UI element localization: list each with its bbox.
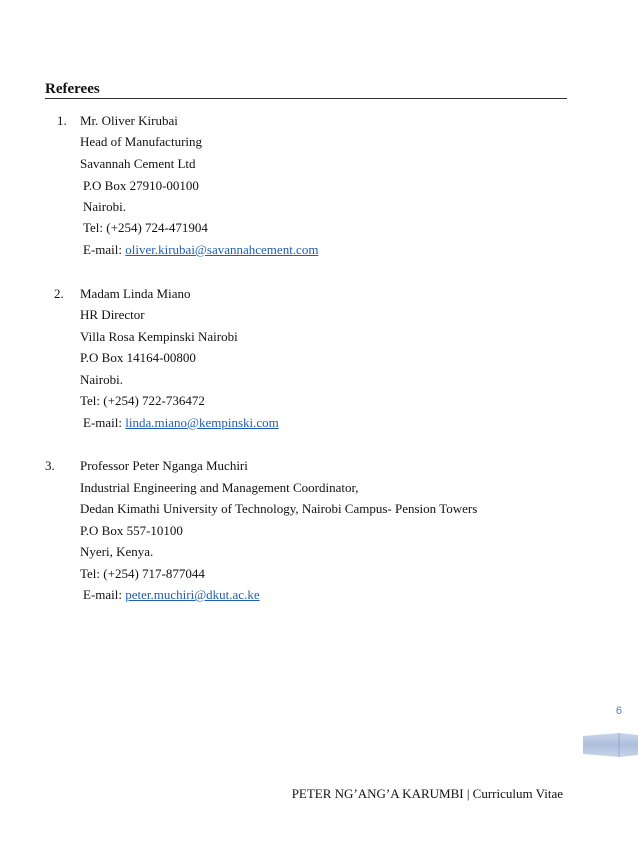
referee-email-line	[83, 415, 279, 431]
referee-email-line	[83, 587, 260, 603]
referee-po-box: P.O Box 14164-00800	[80, 350, 196, 365]
referee-position: HR Director	[80, 307, 145, 322]
email-label: E-mail:	[83, 242, 126, 257]
footer-text: PETER NG’ANG’A KARUMBI | Curriculum Vitae	[291, 786, 563, 801]
referee-number: 1.	[57, 113, 67, 128]
referee-organization: Villa Rosa Kempinski Nairobi	[80, 329, 238, 344]
referee-position: Head of Manufacturing	[80, 134, 203, 149]
referee-name: Madam Linda Miano	[80, 286, 191, 301]
referee-name: Mr. Oliver Kirubai	[80, 113, 178, 128]
referee-city: Nyeri, Kenya.	[80, 544, 154, 559]
referee-number: 3.	[45, 458, 55, 473]
referee-po-box: P.O Box 27910-00100	[83, 178, 199, 193]
referee-number: 2.	[54, 286, 64, 301]
section-title: Referees	[45, 81, 100, 97]
referee-position: Industrial Engineering and Management Coordinator,	[80, 480, 359, 495]
referee-city: Nairobi.	[83, 199, 126, 214]
referee-tel: Tel: (+254) 722-736472	[80, 393, 205, 408]
referee-organization: Dedan Kimathi University of Technology, Nairobi Campus- Pension Towers	[80, 501, 478, 516]
referee-email-line	[83, 242, 318, 258]
referee-tel: Tel: (+254) 724-471904	[83, 220, 208, 235]
referee-name: Professor Peter Nganga Muchiri	[80, 458, 248, 473]
referee-email-link[interactable]: linda.miano@kempinski.com	[125, 415, 279, 430]
referee-po-box: P.O Box 557-10100	[80, 523, 183, 538]
page-number: 6	[615, 705, 622, 717]
referee-organization: Savannah Cement Ltd	[80, 156, 196, 171]
referee-email-link[interactable]: oliver.kirubai@savannahcement.com	[125, 242, 319, 257]
referee-tel: Tel: (+254) 717-877044	[80, 566, 205, 581]
email-label: E-mail:	[83, 587, 126, 602]
section-divider	[45, 98, 567, 99]
referee-city: Nairobi.	[80, 372, 123, 387]
referee-email-link[interactable]: peter.muchiri@dkut.ac.ke	[125, 587, 260, 602]
email-label: E-mail:	[83, 415, 126, 430]
decorative-page-corner-icon	[583, 733, 638, 757]
